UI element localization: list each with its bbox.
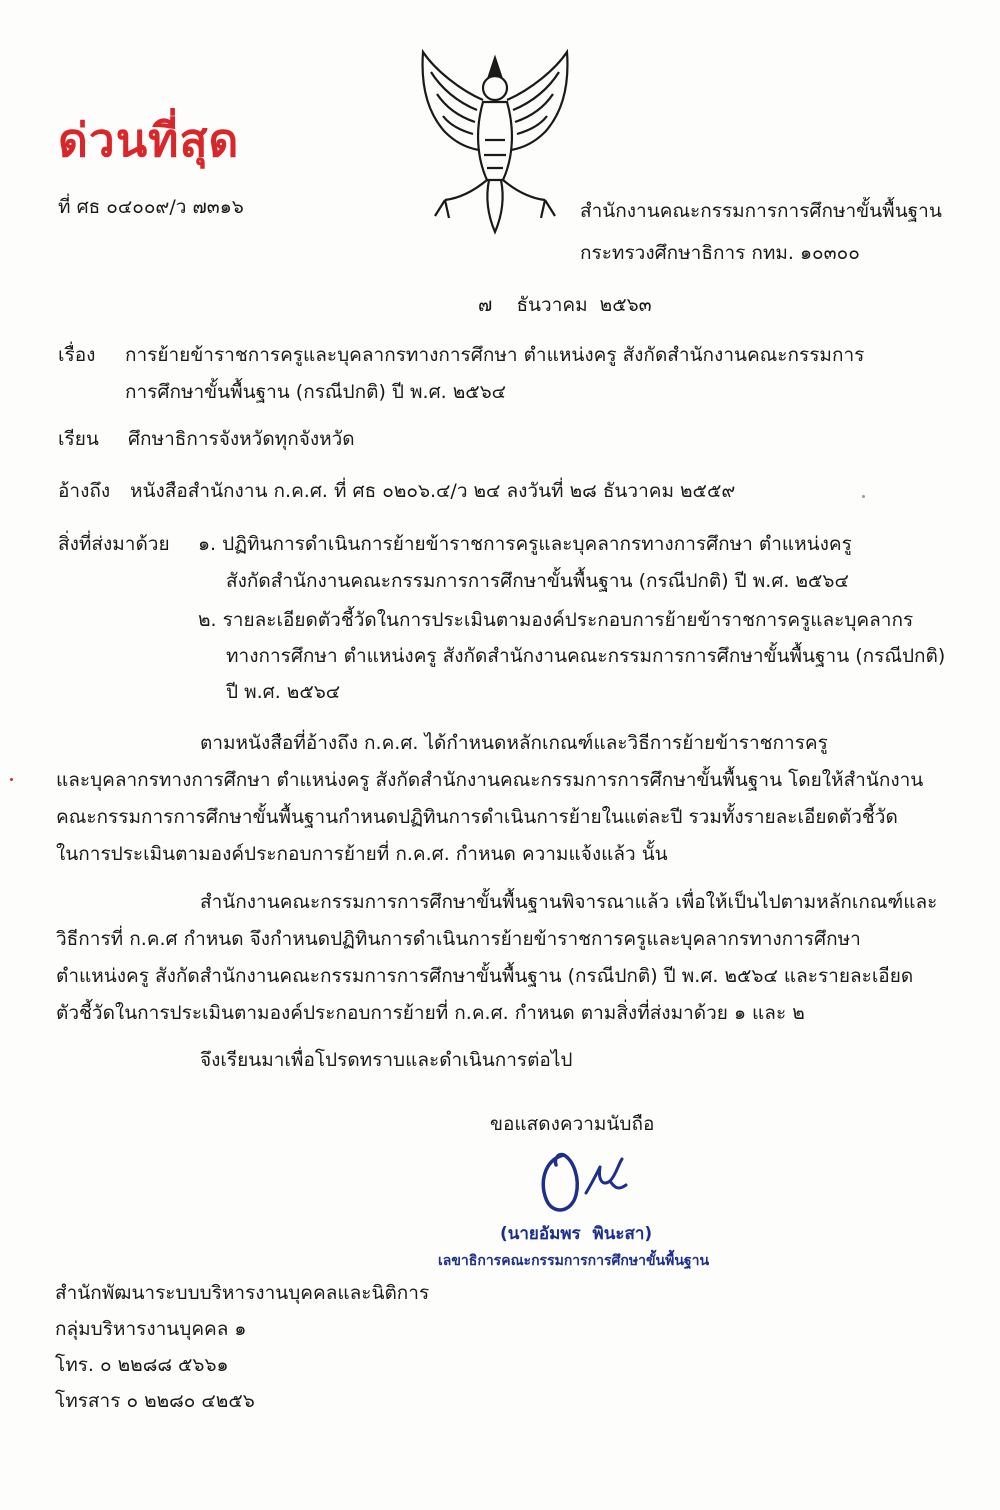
recipient-text: ศึกษาธิการจังหวัดทุกจังหวัด: [128, 428, 355, 450]
enclosure-item-2-line-1: ๒. รายละเอียดตัวชี้วัดในการประเมินตามองค์ประกอบการย้ายข้าราชการครูและบุคลากร: [198, 609, 914, 631]
reference-text: หนังสือสำนักงาน ก.ค.ศ. ที่ ศธ ๐๒๐๖.๔/ว ๒๔ ลงวันที่ ๒๘ ธันวาคม ๒๕๕๙: [130, 480, 736, 502]
body-paragraph-2-line-3: ตำแหน่งครู สังกัดสำนักงานคณะกรรมการการศึกษาขั้นพื้นฐาน (กรณีปกติ) ปี พ.ศ. ๒๕๖๔ และรายละเอียด: [56, 965, 914, 987]
body-paragraph-3: จึงเรียนมาเพื่อโปรดทราบและดำเนินการต่อไป: [200, 1049, 573, 1071]
enclosure-item-1-line-2: สังกัดสำนักงานคณะกรรมการการศึกษาขั้นพื้นฐาน (กรณีปกติ) ปี พ.ศ. ๒๕๖๔: [226, 570, 849, 592]
scan-speck: [862, 495, 865, 498]
signatory-name: (นายอัมพร พินะสา): [500, 1224, 653, 1244]
enclosure-item-1-line-1: ๑. ปฏิทินการดำเนินการย้ายข้าราชการครูและบุคลากรทางการศึกษา ตำแหน่งครู: [198, 533, 852, 555]
garuda-emblem-icon: [405, 40, 585, 240]
scan-speck: [10, 778, 13, 781]
body-paragraph-1-line-1: ตามหนังสือที่อ้างถึง ก.ค.ศ. ได้กำหนดหลักเกณฑ์และวิธีการย้ายข้าราชการครู: [200, 732, 828, 754]
recipient-label: เรียน: [58, 428, 99, 450]
closing-text: ขอแสดงความนับถือ: [490, 1113, 655, 1135]
body-paragraph-1-line-4: ในการประเมินตามองค์ประกอบการย้ายที่ ก.ค.ศ. กำหนด ความแจ้งแล้ว นั้น: [56, 843, 668, 865]
urgency-stamp: ด่วนที่สุด: [58, 113, 240, 167]
subject-line-1: การย้ายข้าราชการครูและบุคลากรทางการศึกษา ตำแหน่งครู สังกัดสำนักงานคณะกรรมการ: [125, 344, 865, 366]
body-paragraph-1-line-2: และบุคลากรทางการศึกษา ตำแหน่งครู สังกัดสำนักงานคณะกรรมการการศึกษาขั้นพื้นฐาน โดยให้สำนักงาน: [56, 769, 924, 791]
enclosures-label: สิ่งที่ส่งมาด้วย: [58, 533, 170, 555]
agency-name: สำนักงานคณะกรรมการการศึกษาขั้นพื้นฐาน: [580, 200, 942, 222]
signature-mark: [530, 1145, 640, 1220]
doc-number: ที่ ศธ ๐๔๐๐๙/ว ๗๓๑๖: [58, 196, 244, 218]
subject-label: เรื่อง: [58, 344, 96, 366]
agency-address: กระทรวงศึกษาธิการ กทม. ๑๐๓๐๐: [580, 242, 860, 264]
footer-office: สำนักพัฒนาระบบบริหารงานบุคคลและนิติการ: [55, 1282, 430, 1304]
subject-line-2: การศึกษาขั้นพื้นฐาน (กรณีปกติ) ปี พ.ศ. ๒๕๖๔: [125, 381, 507, 403]
body-paragraph-2-line-2: วิธีการที่ ก.ค.ศ กำหนด จึงกำหนดปฏิทินการดำเนินการย้ายข้าราชการครูและบุคลากรทางการศึกษา: [56, 928, 861, 950]
footer-fax: โทรสาร ๐ ๒๒๘๐ ๔๒๕๖: [55, 1390, 255, 1412]
enclosure-item-2-line-3: ปี พ.ศ. ๒๕๖๔: [226, 681, 341, 703]
footer-group: กลุ่มบริหารงานบุคคล ๑: [55, 1318, 247, 1340]
doc-date: ๗ ธันวาคม ๒๕๖๓: [478, 294, 652, 316]
footer-phone: โทร. ๐ ๒๒๘๘ ๕๖๖๑: [55, 1354, 229, 1376]
enclosure-item-2-line-2: ทางการศึกษา ตำแหน่งครู สังกัดสำนักงานคณะกรรมการการศึกษาขั้นพื้นฐาน (กรณีปกติ): [226, 645, 946, 667]
body-paragraph-1-line-3: คณะกรรมการการศึกษาขั้นพื้นฐานกำหนดปฏิทินการดำเนินการย้ายในแต่ละปี รวมทั้งรายละเอียดตัวชี้วัด: [56, 806, 898, 828]
body-paragraph-2-line-4: ตัวชี้วัดในการประเมินตามองค์ประกอบการย้ายที่ ก.ค.ศ. กำหนด ตามสิ่งที่ส่งมาด้วย ๑ และ ๒: [56, 1002, 805, 1024]
body-paragraph-2-line-1: สำนักงานคณะกรรมการการศึกษาขั้นพื้นฐานพิจารณาแล้ว เพื่อให้เป็นไปตามหลักเกณฑ์และ: [200, 891, 938, 913]
reference-label: อ้างถึง: [58, 480, 111, 502]
signatory-title: เลขาธิการคณะกรรมการการศึกษาขั้นพื้นฐาน: [438, 1253, 710, 1269]
